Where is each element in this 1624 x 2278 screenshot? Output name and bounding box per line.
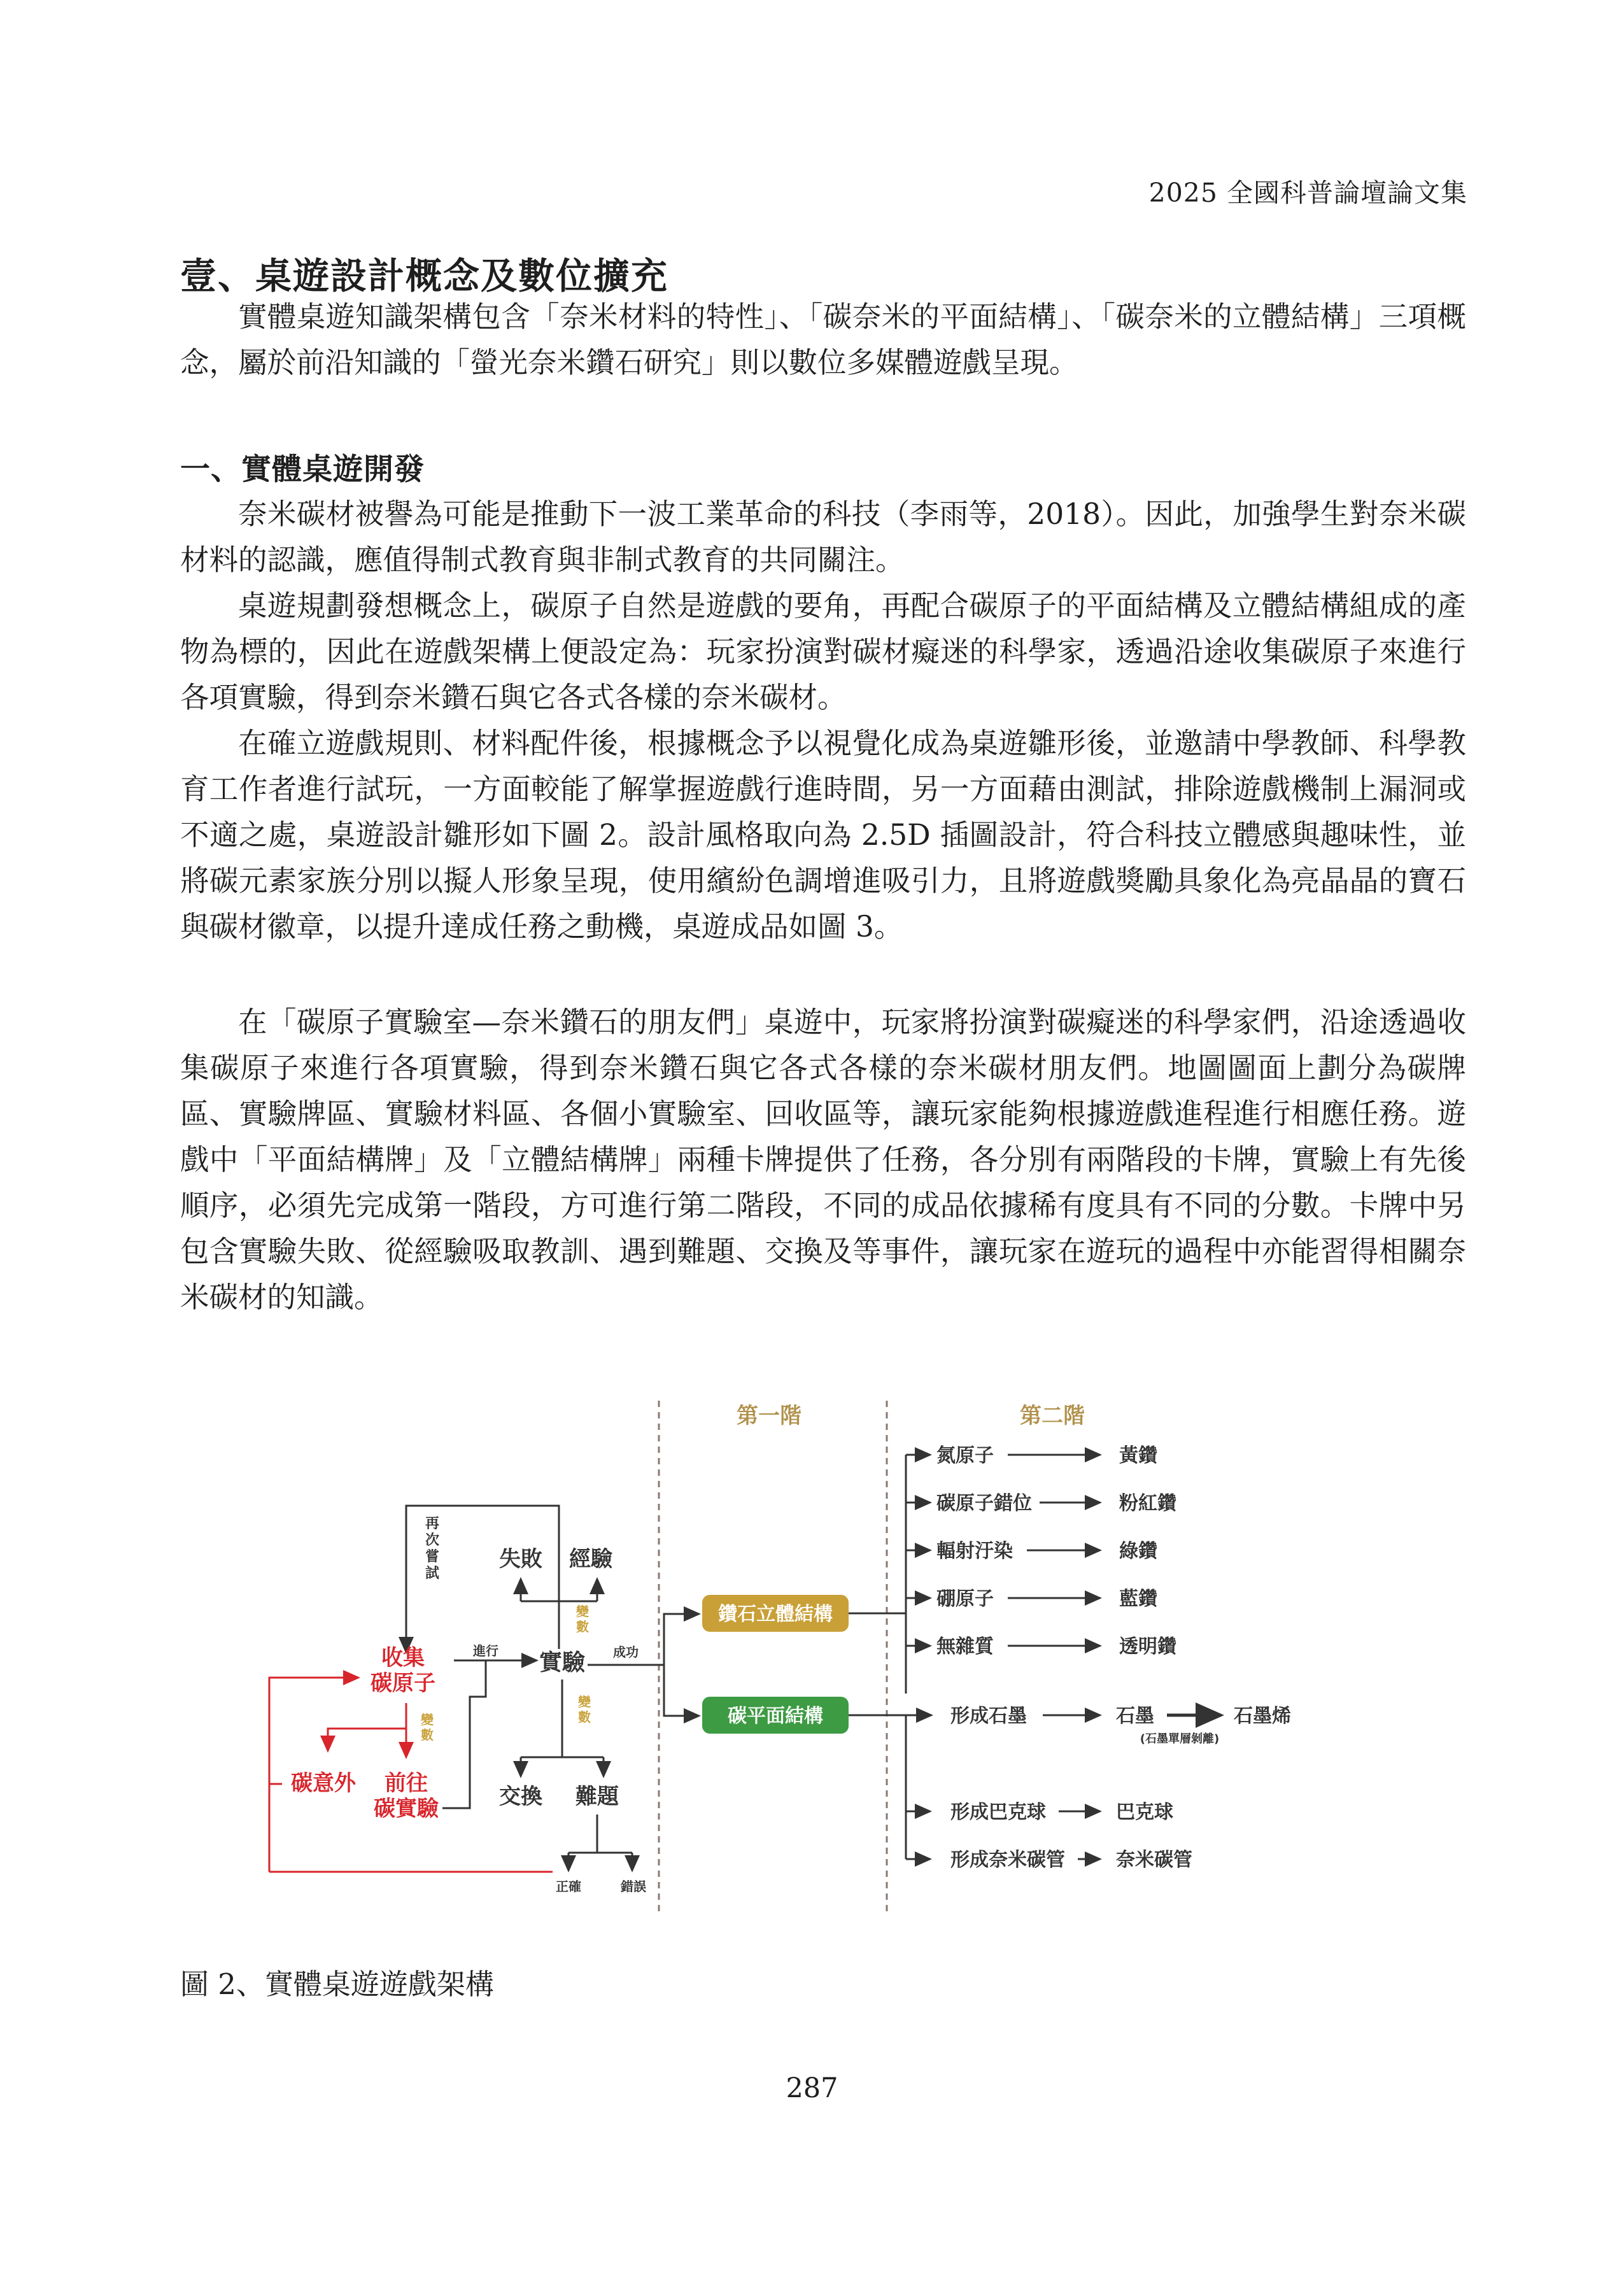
- exp-down-branch: [521, 1680, 604, 1757]
- diamond-process-3: 硼原子: [936, 1588, 994, 1610]
- diamond-result-2: 綠鑽: [1119, 1540, 1157, 1562]
- diamond-trunk: [849, 1455, 906, 1694]
- stage1-fork: [664, 1614, 696, 1716]
- variable-bottom-label: 變數: [578, 1694, 591, 1725]
- page-number: 287: [786, 2072, 838, 2104]
- wrong-label: 錯誤: [621, 1879, 646, 1894]
- plane-branch-0: [919, 1705, 1291, 1746]
- experiment-label: 實驗: [539, 1650, 586, 1676]
- diamond-process-1: 碳原子錯位: [936, 1492, 1032, 1515]
- diamond-branch-3: [906, 1588, 1159, 1610]
- exchange-label: 交換: [499, 1784, 542, 1809]
- running-header: 2025 全國科普論壇論文集: [1148, 178, 1467, 208]
- goto-lab-label: 前往碳實驗: [374, 1771, 439, 1822]
- diamond-result-3: 藍鑽: [1119, 1588, 1157, 1610]
- plane-branch-1: [906, 1801, 1173, 1823]
- diamond-result-0: 黃鑽: [1119, 1445, 1157, 1467]
- collect-label: 收集碳原子: [371, 1645, 435, 1696]
- stage2-label: 第二階: [1020, 1403, 1085, 1429]
- fail-label: 失敗: [499, 1546, 542, 1572]
- experience-label: 經驗: [569, 1546, 612, 1572]
- plane-result-2: 奈米碳管: [1116, 1849, 1192, 1871]
- diamond-process-4: 無雜質: [936, 1636, 994, 1658]
- diamond-branch-1: [906, 1492, 1178, 1515]
- figure-caption: 圖 2、實體桌遊遊戲架構: [180, 1967, 494, 2001]
- diamond-process-0: 氮原子: [936, 1445, 994, 1467]
- diagram-svg: [180, 1375, 1402, 1929]
- section-title: 壹、桌遊設計概念及數位擴充: [180, 255, 668, 297]
- plane-process-2: 形成奈米碳管: [950, 1849, 1065, 1871]
- lab-to-experiment: [442, 1660, 486, 1808]
- success-label: 成功: [613, 1645, 639, 1660]
- game-architecture-diagram: [180, 1375, 1402, 1929]
- diamond-process-2: 輻射汙染: [936, 1540, 1013, 1562]
- problem-branch: [568, 1815, 632, 1853]
- diamond-structure-label: 鑽石立體結構: [718, 1603, 833, 1625]
- problem-label: 難題: [575, 1784, 619, 1809]
- paragraph-3: 在確立遊戲規則、材料配件後，根據概念予以視覺化成為桌遊雛形後，並邀請中學教師、科學教育工作者進行試玩，一方面較能了解掌握遊戲行進時間，另一方面藉由測試，排除遊戲機制上漏洞或不適之處，桌遊設計雛形如下圖 2。設計風格取向為 2.5D 插圖設計，符合科技立體感與趣味性，並將碳元素家族分別以擬人形象呈現，使用繽紛色調增進吸引力，且將遊戲獎勵具象化為亮晶晶的寶石與碳材徽章，以提升達成任務之動機，桌遊成品如圖 3。: [180, 726, 1466, 944]
- subsection-title: 一、實體桌遊開發: [180, 452, 425, 487]
- paragraph-4: 在「碳原子實驗室—奈米鑽石的朋友們」桌遊中，玩家將扮演對碳癡迷的科學家們，沿途透過收集碳原子來進行各項實驗，得到奈米鑽石與它各式各樣的奈米碳材朋友們。地圖圖面上劃分為碳牌區、實驗牌區、實驗材料區、各個小實驗室、回收區等，讓玩家能夠根據遊戲進程進行相應任務。遊戲中「平面結構牌」及「立體結構牌」兩種卡牌提供了任務，各分別有兩階段的卡牌，實驗上有先後順序，必須先完成第一階段，方可進行第二階段，不同的成品依據稀有度具有不同的分數。卡牌中另包含實驗失敗、從經驗吸取教訓、遇到難題、交換及等事件，讓玩家在遊玩的過程中亦能習得相關奈米碳材的知識。: [180, 1005, 1466, 1314]
- plane-branch-2: [906, 1849, 1192, 1871]
- variable-left-label: 變數: [421, 1712, 434, 1743]
- paragraph-2: 桌遊規劃發想概念上，碳原子自然是遊戲的要角，再配合碳原子的平面結構及立體結構組成的產物為標的，因此在遊戲架構上便設定為：玩家扮演對碳材癡迷的科學家，透過沿途收集碳原子來進行各項實驗，得到奈米鑽石與它各式各樣的奈米碳材。: [180, 589, 1466, 714]
- plane-trunk: [849, 1715, 930, 1859]
- paragraph-1: 奈米碳材被譽為可能是推動下一波工業革命的科技（李雨等，2018）。因此，加強學生對奈米碳材料的認識，應值得制式教育與非制式教育的共同關注。: [180, 497, 1466, 577]
- carbon-accident-label: 碳意外: [291, 1771, 356, 1796]
- diamond-result-4: 透明鑽: [1119, 1636, 1176, 1658]
- stage1-label: 第一階: [737, 1403, 801, 1429]
- correct-label: 正確: [556, 1879, 581, 1894]
- plane-process-1: 形成巴克球: [950, 1801, 1046, 1823]
- diamond-branch-2: [906, 1540, 1159, 1562]
- diamond-result-1: 粉紅鑽: [1119, 1492, 1176, 1515]
- variable-top-label: 變數: [576, 1604, 589, 1634]
- plane-result-1: 巴克球: [1116, 1801, 1173, 1823]
- carbon-plane-label: 碳平面結構: [728, 1705, 823, 1727]
- plane-result-0: 石墨: [1116, 1705, 1154, 1727]
- plane-process-0: 形成石墨: [950, 1705, 1027, 1727]
- retry-label: 再次嘗試: [425, 1516, 440, 1581]
- accident-arrow: [328, 1703, 406, 1751]
- intro-paragraph: 實體桌遊知識架構包含「奈米材料的特性」、「碳奈米的平面結構」、「碳奈米的立體結構」三項概念，屬於前沿知識的「螢光奈米鑽石研究」則以數位多媒體遊戲呈現。: [180, 300, 1466, 379]
- diamond-branch-0: [906, 1445, 1159, 1467]
- diamond-branch-4: [906, 1636, 1178, 1694]
- plane-result2-0: 石墨烯: [1234, 1705, 1291, 1727]
- proceed-label: 進行: [473, 1643, 498, 1659]
- graphite-note: (石墨單層剝離): [1140, 1732, 1220, 1746]
